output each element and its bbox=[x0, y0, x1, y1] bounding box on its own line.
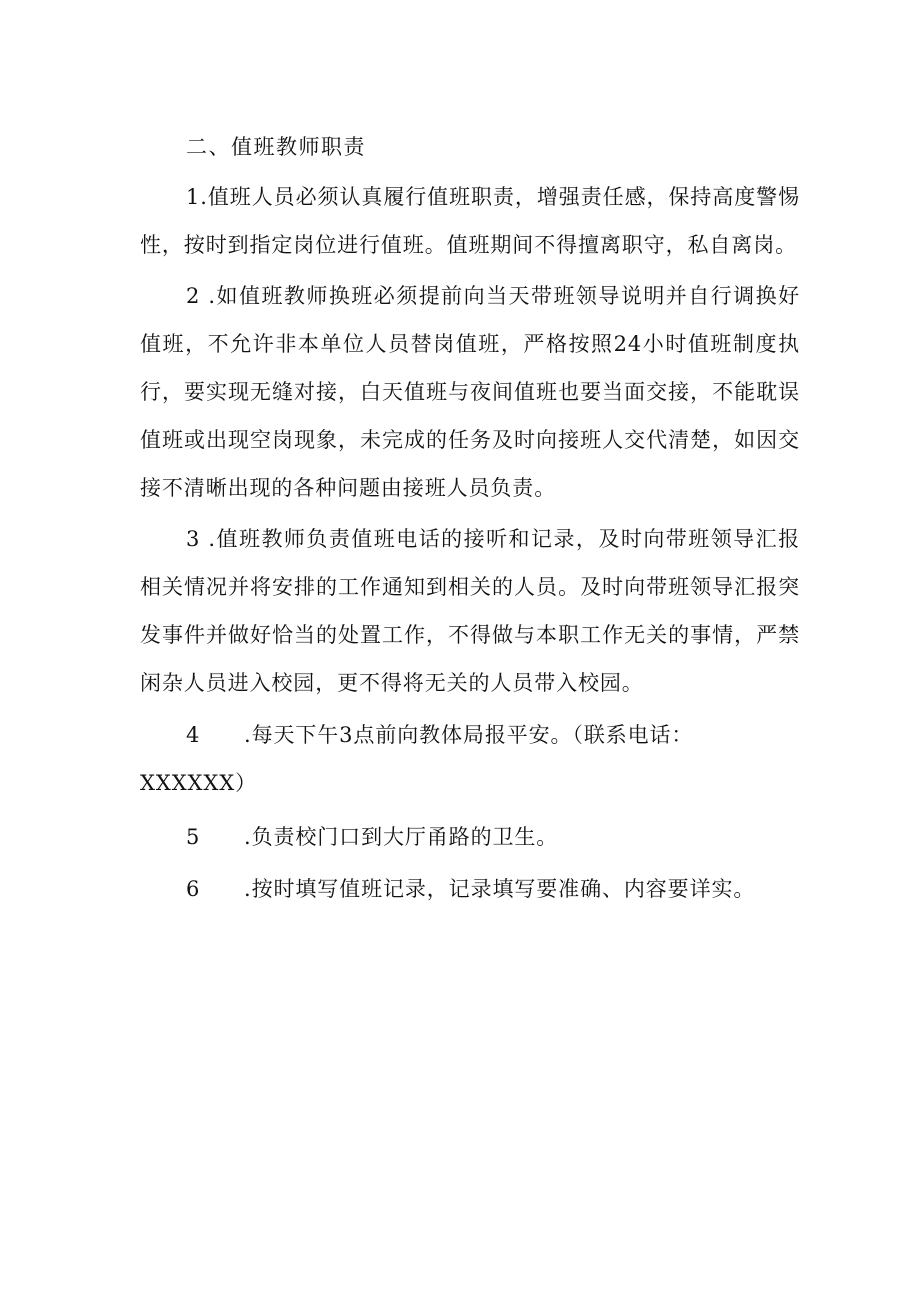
item-4-continuation: XXXXXX） bbox=[140, 771, 258, 795]
item-5-text: .负责校门口到大厅甬路的卫生。 bbox=[244, 825, 559, 849]
paragraph-3: 3 .值班教师负责值班电话的接听和记录，及时向带班领导汇报相关情况并将安排的工作通知到相关的人员。及时向带班领导汇报突发事件并做好恰当的处置工作，不得做与本职工作无关的事情，严禁闲杂人员进入校园，更不得将无关的人员带入校园。 bbox=[140, 527, 800, 695]
item-5-number: 5 bbox=[186, 825, 201, 849]
item-5 bbox=[140, 813, 800, 861]
document-body bbox=[140, 124, 800, 913]
item-6-number: 6 bbox=[186, 877, 201, 901]
item-6-text: .按时填写值班记录，记录填写要准确、内容要详实。 bbox=[244, 877, 756, 901]
paragraph-2: 2 .如值班教师换班必须提前向当天带班领导说明并自行调换好值班，不允许非本单位人员替岗值班，严格按照24小时值班制度执行，要实现无缝对接，白天值班与夜间值班也要当面交接，不能耽误值班或出现空岗现象，未完成的任务及时向接班人交代清楚，如因交接不清晰出现的各种问题由接班人员负责。 bbox=[140, 284, 800, 500]
item-6 bbox=[140, 865, 800, 913]
section-heading: 二、值班教师职责 bbox=[186, 135, 366, 159]
item-4-text: .每天下午3点前向教体局报平安。（联系电话： bbox=[244, 723, 694, 747]
item-4-number: 4 bbox=[186, 723, 201, 747]
paragraph-1: 1.值班人员必须认真履行值班职责，增强责任感，保持高度警惕性，按时到指定岗位进行值班。值班期间不得擅离职守，私自离岗。 bbox=[140, 185, 800, 257]
item-4 bbox=[140, 711, 800, 807]
